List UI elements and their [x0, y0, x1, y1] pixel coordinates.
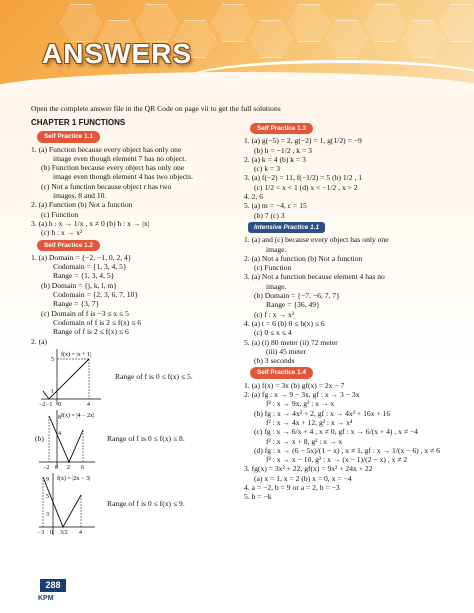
answer-line: (b) h = −1/2 , k = 3	[254, 145, 312, 155]
answer-line: (c) Function	[41, 209, 79, 219]
graph-b-fn-label: f(x) = |4 − 2x|	[61, 412, 95, 419]
answer-line: image even though element 7 has no object.	[53, 153, 187, 163]
answer-line: f² : x → 4x + 12, g² : x → x⁴	[266, 417, 353, 427]
graph-b-figure	[35, 408, 97, 470]
answer-line: (b) Domain = {j, k, l, m}	[41, 280, 117, 290]
graph-a-fn-label: f(x) = |x + 1|	[61, 351, 92, 358]
right-column	[244, 121, 454, 502]
answer-line: 2. (a)	[31, 336, 48, 346]
graph-c-fn-label: f(x) = |2x − 3|	[57, 475, 91, 482]
graph-b-ytick: 4	[58, 430, 61, 437]
answer-line: 3. (a) h : x → 1/x , x ≠ 0 (b) h : x → |x|	[31, 218, 150, 228]
answer-line: Range of f is 2 ≤ f(x) ≤ 6	[53, 327, 129, 337]
graph-b-xtick: −2	[43, 464, 50, 470]
page-title: ANSWERS	[42, 38, 193, 69]
graph-a-range: Range of f is 0 ≤ f(x) ≤ 5.	[115, 372, 193, 382]
graph-b-ytick: 8	[58, 414, 61, 421]
graph-b-xtick: 0	[55, 464, 58, 470]
header-banner	[0, 0, 474, 95]
publisher-logo: KPM	[38, 595, 54, 602]
answer-line: Codomain of f is 2 ≤ f(x) ≤ 6	[53, 317, 142, 327]
graph-b-xtick: 6	[81, 464, 84, 470]
answer-line: (c) Not a function because object r has two	[41, 181, 172, 191]
answer-line: 4. a = −2, b = 9 or a = 2, b = −3	[244, 482, 340, 492]
answer-line: 2. (a) Not a function (b) Not a function	[244, 253, 363, 263]
answer-line: images, 8 and 10.	[53, 191, 107, 201]
answer-line: 5. (a) (i) 80 meter (ii) 72 meter	[244, 337, 338, 347]
graph-a-ytick: 1	[51, 388, 54, 395]
answer-line: 4. (a) t = 6 (b) 0 ≤ h(x) ≤ 6	[244, 318, 325, 328]
graph-a-xtick: −2	[39, 401, 46, 407]
graph-a-figure	[35, 347, 105, 407]
answer-line: (c) Domain of f is −3 ≤ x ≤ 5	[41, 308, 129, 318]
answer-line: (a) x = 1, x = 2 (b) x = 0, x = −4	[254, 473, 352, 483]
answer-line: (c) Function	[254, 263, 292, 273]
answer-line: Codomain = {1, 3, 4, 5}	[53, 262, 127, 272]
graph-c-figure	[35, 471, 97, 537]
answer-line: 1. (a) Domain = {−2, −1, 0, 2, 4}	[31, 252, 132, 262]
answer-line: 2. (a) Function (b) Not a function	[31, 200, 133, 210]
graph-a-ytick: 5	[51, 356, 54, 363]
graph-b-xtick: 2	[67, 464, 70, 470]
answer-line: 2. (a) k = 4 (b) k = 3	[244, 154, 306, 164]
answer-line: 3. fg(x) = 3x² + 22, gf(x) = 9x² + 24x + 22	[244, 464, 373, 474]
answer-line: 1. (a) Function because every object has only one	[31, 144, 182, 154]
graph-c-ytick: 9	[46, 476, 49, 483]
answer-line: (c) h : x → x²	[41, 228, 83, 238]
graph-c-xtick: 3/2	[60, 529, 68, 536]
answer-line: image.	[266, 244, 287, 254]
answer-line: (d) fg : x → (6 − 5x)/(1 − x) , x ≠ 1, gf : x → 1/(x − 6) , x ≠ 6	[254, 445, 440, 455]
graph-b-range: Range of f is 0 ≤ f(x) ≤ 8.	[107, 434, 185, 444]
answer-line: 1. (a) g(−5) = 2, g(−2) = 1, g(1/2) = −9	[244, 136, 362, 146]
self-practice-1-1-badge: Self Practice 1.1	[37, 131, 100, 142]
answer-line: 5. h = −k	[244, 492, 272, 502]
answer-line: 1. (a) and (c) because every object has only one	[244, 235, 389, 245]
answer-line: 1. (a) f(x) = 3x (b) gf(x) = 2x − 7	[244, 380, 345, 390]
answer-line: 5. (a) m = −4, c = 15	[244, 201, 307, 211]
answer-line: (b) 3 seconds	[254, 356, 295, 366]
answer-line: 3. (a) Not a function because element 4 has no	[244, 272, 385, 282]
answer-line: (c) k = 3	[254, 164, 280, 174]
answer-line: f² : x → x − 10, g² : x → (x − 1)/(2 − x) , x ≠ 2	[266, 455, 408, 465]
intensive-practice-1-1-badge: Intensive Practice 1.1	[248, 222, 325, 233]
answer-line: 2. (a) fg : x → 9 − 3x, gf : x → 3 − 3x	[244, 390, 360, 400]
intro-text: Open the complete answer file in the QR Code on page vii to get the full solutions	[31, 104, 281, 113]
answer-line: (b) 7 (c) 3	[254, 210, 285, 220]
answer-line: (b) Function because every object has only one	[41, 163, 185, 173]
answer-line: f² : x → 9x, g² : x → x	[266, 399, 335, 409]
graph-c-range: Range of f is 0 ≤ f(x) ≤ 9.	[107, 499, 185, 509]
answer-line: Codomain = {2, 3, 6, 7, 10}	[53, 290, 138, 300]
page-number: 288	[40, 579, 66, 592]
graph-a-xtick: 0	[58, 401, 61, 407]
graph-c-ytick: 5	[46, 493, 49, 500]
answer-line: 3. (a) f(−2) = 11, f(−1/2) = 5 (b) 1/2 , 1	[244, 173, 363, 183]
answer-line: (c) fg : x → 6/x + 4 , x ≠ 0, gf : x → 6/(x + 4) , x ≠ −4	[254, 427, 418, 437]
answer-line: (b) Domain = {−7, −6, 7, 7}	[254, 291, 340, 301]
graph-c-ytick: 3	[46, 511, 49, 518]
answer-line: (c) f : x → x²	[254, 309, 295, 319]
self-practice-1-2-badge: Self Practice 1.2	[37, 240, 100, 251]
graph-c-xtick: 0	[50, 529, 53, 536]
answer-line: Range = {36, 49}	[266, 300, 320, 310]
answer-line: f² : x → x + 8, g² : x → x	[266, 436, 343, 446]
answer-line: (c) 1/2 < x < 1 (d) x < −1/2 , x > 2	[254, 182, 358, 192]
answer-line: 4. 2, 6	[244, 192, 263, 202]
answer-line: image even though element 4 has two objects.	[53, 172, 194, 182]
answer-line: Range = {3, 7}	[53, 299, 100, 309]
graph-a	[35, 347, 231, 407]
graph-c-xtick: −3	[38, 529, 45, 536]
answer-line: (iii) 45 meter	[266, 346, 307, 356]
answer-line: image.	[266, 281, 287, 291]
answer-line: Range = {1, 3, 4, 5}	[53, 271, 115, 281]
graph-c-xtick: 4	[79, 529, 82, 536]
left-column	[31, 118, 231, 538]
self-practice-1-4-badge: Self Practice 1.4	[250, 367, 313, 378]
answer-line: (c) 0 ≤ x ≤ 4	[254, 328, 292, 338]
graph-b: (b) f(x) = |4 − 2x| −2 0 2 6 8 4 Range of f is 0 ≤ f(x) ≤ 8.	[35, 408, 231, 470]
graph-c	[35, 471, 231, 537]
graph-a-xtick: −1	[46, 401, 53, 407]
answer-line: (b) fg : x → 4x² + 2, gf : x → 4x² + 16x + 16	[254, 408, 391, 418]
chapter-heading: CHAPTER 1 FUNCTIONS	[31, 118, 126, 127]
self-practice-1-3-badge: Self Practice 1.3	[250, 123, 313, 134]
graph-a-xtick: 4	[87, 401, 90, 407]
